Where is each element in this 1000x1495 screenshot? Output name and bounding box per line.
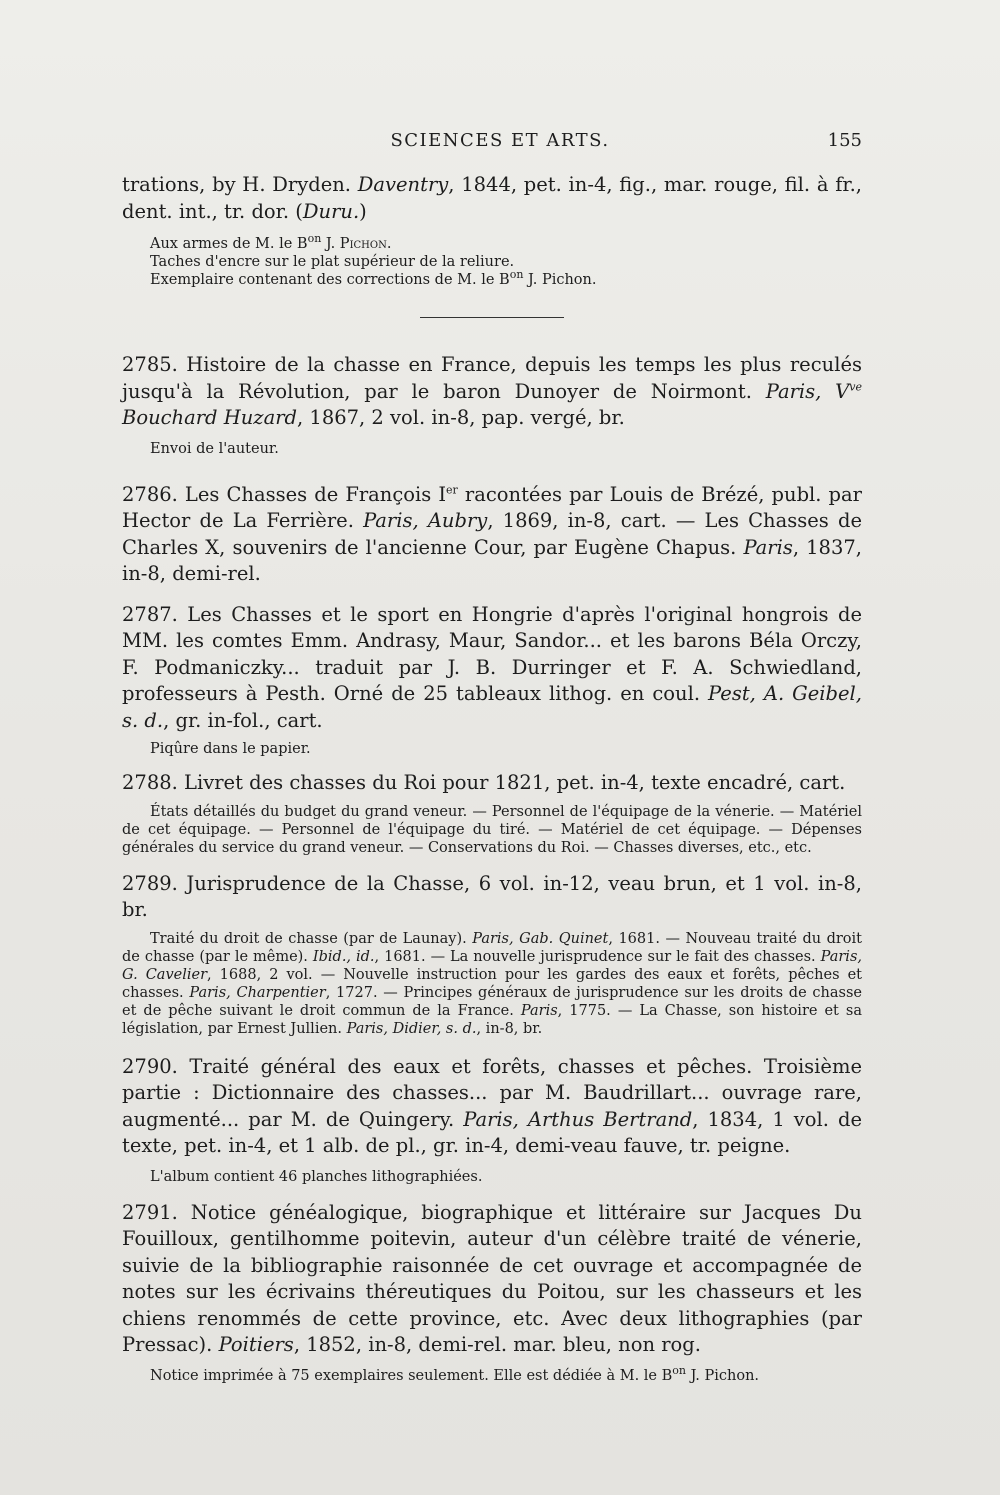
entry-2786 bbox=[122, 482, 862, 588]
entry-note: L'album contient 46 planches lithographiées. bbox=[150, 1168, 483, 1185]
entry-number: 2785. bbox=[122, 353, 178, 376]
entry-text: 2787. Les Chasses et le sport en Hongrie d'après l'original hongrois de MM. les comtes Emm. Andrasy, Maur, Sandor... et les barons Béla Orczy, F. Podmaniczky... traduit par J. B. Durringer et F. A. Schwiedland, professeurs à Pesth. Orné de 25 tableaux lithog. en coul. Pest, A. Geibel, s. d., gr. in-fol., cart. bbox=[122, 602, 862, 732]
entry-2790 bbox=[122, 1054, 862, 1186]
entry-text: 2785. Histoire de la chasse en France, depuis les temps les plus reculés jusqu'à la Révolution, par le baron Dunoyer de Noirmont. Paris, $V^{ve}$ Bouchard Huzard, 1867, 2 vol. in-8, pap. vergé, br. bbox=[122, 353, 862, 429]
entry-number: 2786. bbox=[122, 482, 178, 506]
entry-number: 2789. bbox=[122, 871, 178, 895]
entry-text: 2790. Traité général des eaux et forêts, chasses et pêches. Troisième partie : Dictionnaire des chasses... par M. Baudrillart... ouvrage rare, augmenté... par M. de Quingery. Paris, Arthus Bertrand, 1834, 1 vol. de texte, pet. in-4, et 1 alb. de pl., gr. in-4, demi-veau fauve, tr. peigne. bbox=[122, 1054, 862, 1157]
entry-note: Exemplaire contenant des corrections de M. le $B^{on}$ J. Pichon. bbox=[150, 268, 597, 288]
entry-text: 2791. Notice généalogique, biographique et littéraire sur Jacques Du Fouilloux, gentilhomme poitevin, auteur d'un célèbre traité de vénerie, suivie de la bibliographie raisonnée de cet ouvrage et accompagnée de notes sur les écrivains théreutiques du Poitou, sur les chasseurs et les chiens renommés de cette province, etc. Avec deux lithographies (par Pressac). Poitiers, 1852, in-8, demi-rel. mar. bleu, non rog. bbox=[122, 1200, 862, 1356]
entry-2787 bbox=[122, 602, 862, 759]
running-title: SCIENCES ET ARTS. bbox=[390, 130, 610, 151]
entry-note: Notice imprimée à 75 exemplaires seulement. Elle est dédiée à M. le $B^{on}$ J. Pichon. bbox=[150, 1363, 760, 1384]
entry-text: 2786. Les Chasses de François Ier racontées par Louis de Brézé, publ. par Hector de La Ferrière. Paris, Aubry, 1869, in-8, cart. — Les Chasses de Charles X, souvenirs de l'ancienne Cour, par Eugène Chapus. Paris, 1837, in-8, demi-rel. bbox=[122, 482, 862, 585]
entry-text: 2788. Livret des chasses du Roi pour 1821, pet. in-4, texte encadré, cart. bbox=[122, 771, 846, 794]
entry-text: trations, by H. Dryden. Daventry, 1844, pet. in-4, fig., mar. rouge, fil. à fr., dent. int., tr. dor. (Duru.) bbox=[122, 173, 862, 223]
entry-number: 2787. bbox=[122, 602, 178, 626]
entry-note: Taches d'encre sur le plat supérieur de la reliure. bbox=[150, 254, 515, 270]
entry-2785 bbox=[122, 352, 862, 458]
page-content bbox=[122, 172, 862, 1385]
entry-number: 2790. bbox=[122, 1054, 178, 1078]
entry-continuation bbox=[122, 172, 862, 289]
entry-note: États détaillés du budget du grand veneur. — Personnel de l'équipage de la vénerie. — Matériel de cet équipage. — Personnel de l'équipage du tiré. — Matériel de cet équipage. — Dépenses générales du service du grand veneur. — Conservations du Roi. — Chasses diverses, etc., etc. bbox=[122, 803, 862, 856]
entry-2789 bbox=[122, 871, 862, 1038]
page-number: 155 bbox=[827, 130, 862, 151]
entry-text: 2789. Jurisprudence de la Chasse, 6 vol. in-12, veau brun, et 1 vol. in-8, br. bbox=[122, 871, 862, 921]
entry-number: 2791. bbox=[122, 1200, 178, 1224]
entry-note: Piqûre dans le papier. bbox=[150, 741, 311, 757]
entry-note: Traité du droit de chasse (par de Launay). Paris, Gab. Quinet, 1681. — Nouveau traité du droit de chasse (par le même). Ibid., id., 1681. — La nouvelle jurisprudence sur le fait des chasses. Paris, G. Cavelier, 1688, 2 vol. — Nouvelle instruction pour les gardes des eaux et forêts, pêches et chasses. Paris, Charpentier, 1727. — Principes généraux de jurisprudence sur les droits de chasse et de pêche suivant le droit commun de la France. Paris, 1775. — La Chasse, son histoire et sa législation, par Ernest Jullien. Paris, Didier, s. d., in-8, br. bbox=[122, 930, 862, 1037]
entry-number: 2788. bbox=[122, 771, 178, 794]
entry-note: Aux armes de M. le $B^{on}$ J. Pichon. bbox=[150, 232, 392, 252]
entry-note: Envoi de l'auteur. bbox=[150, 440, 279, 457]
entry-2791 bbox=[122, 1200, 862, 1385]
entry-2788 bbox=[122, 770, 862, 857]
section-divider bbox=[420, 317, 564, 318]
page-header bbox=[0, 130, 1000, 160]
